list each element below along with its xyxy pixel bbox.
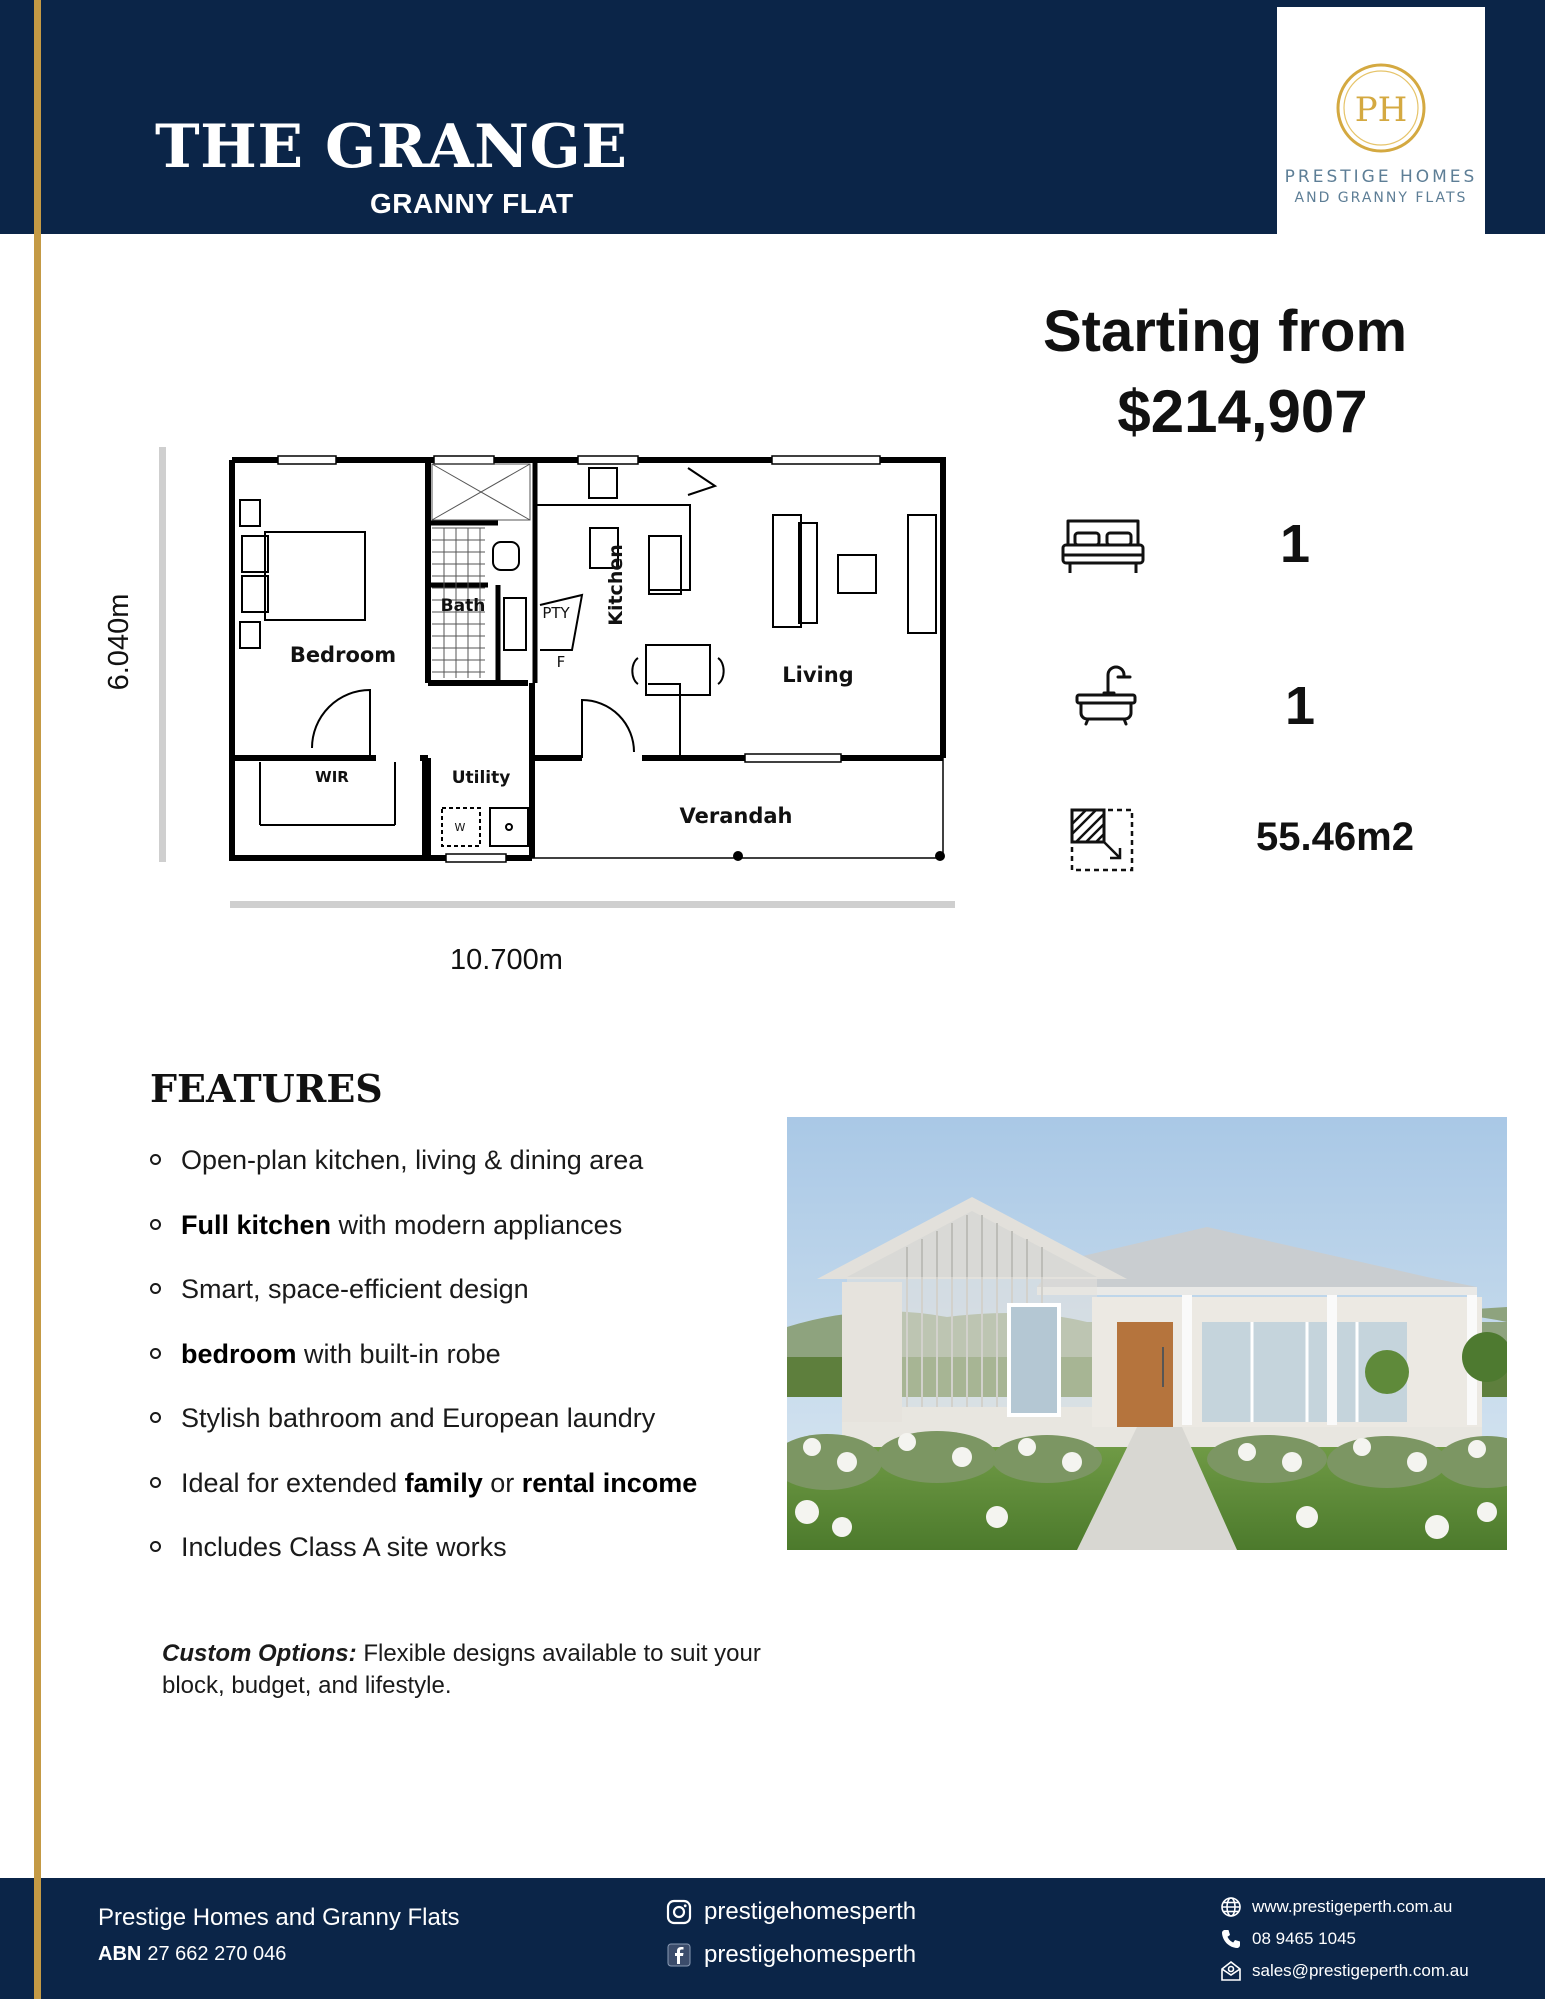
instagram-link[interactable] [666,1896,916,1928]
room-label-bedroom: Bedroom [289,643,397,667]
floor-area: 55.46m2 [1256,815,1414,859]
price-label: Starting from [1042,299,1408,364]
page-subtitle: GRANNY FLAT [370,188,574,219]
phone-link[interactable] [1220,1926,1356,1952]
feature-item: bedroom with built-in robe [150,1334,790,1399]
bullet-icon [150,1348,161,1359]
room-label-utility: Utility [451,768,511,788]
house-exterior-image [787,1117,1507,1550]
features-title: FEATURES [150,1066,383,1111]
email-link[interactable] [1220,1958,1469,1984]
footer [0,1878,1545,1999]
phone-number: 08 9465 1045 [1252,1929,1356,1948]
bullet-icon [150,1154,161,1165]
bathroom-count: 1 [1284,676,1316,736]
facebook-link[interactable] [666,1939,916,1971]
bath-icon [1074,663,1138,727]
room-label-kitchen: Kitchen [605,544,627,626]
email-icon [1220,1960,1242,1982]
feature-item: Includes Class A site works [150,1527,790,1592]
price-amount: $214,907 [1117,378,1368,445]
bedroom-count: 1 [1279,514,1311,574]
room-label-bath: Bath [440,596,486,616]
globe-icon [1220,1896,1242,1918]
instagram-icon [666,1899,692,1925]
bullet-icon [150,1283,161,1294]
logo-monogram: PH [1354,90,1408,130]
email-address: sales@prestigeperth.com.au [1252,1961,1469,1980]
monogram-logo-icon [1335,62,1427,154]
feature-item: Full kitchen with modern appliances [150,1205,790,1270]
footer-company-name: Prestige Homes and Granny Flats [98,1904,460,1931]
height-dimension-bar [159,447,166,862]
bullet-icon [150,1541,161,1552]
width-dimension-label: 10.700m [450,944,563,976]
custom-options-label: Custom Options: [162,1640,357,1667]
feature-item: Stylish bathroom and European laundry [150,1398,790,1463]
facebook-handle: prestigehomesperth [704,1941,917,1968]
custom-options-note [162,1638,782,1702]
page-title: THE GRANGE [155,112,628,182]
brand-logo [1277,7,1485,235]
instagram-handle: prestigehomesperth [704,1898,917,1925]
bed-icon [1060,515,1146,581]
bullet-icon [150,1219,161,1230]
width-dimension-bar [230,901,955,908]
abn-value: 27 662 270 046 [147,1943,287,1965]
bullet-icon [150,1412,161,1423]
room-label-fridge: F [556,653,566,671]
room-label-living: Living [782,663,854,687]
feature-item: Smart, space-efficient design [150,1269,790,1334]
website-link[interactable] [1220,1894,1452,1920]
phone-icon [1220,1928,1242,1950]
room-label-pantry: PTY [542,604,570,622]
footer-abn [98,1943,286,1966]
feature-item: Ideal for extended family or rental income [150,1463,790,1528]
gold-vertical-rule [34,0,41,1999]
logo-tagline: AND GRANNY FLATS [1294,190,1468,206]
height-dimension-label: 6.040m [103,593,135,691]
header-banner [0,0,1545,234]
feature-list [150,1140,790,1592]
abn-label: ABN [98,1943,142,1965]
feature-item: Open-plan kitchen, living & dining area [150,1140,790,1205]
floor-plan [90,440,970,980]
logo-name: PRESTIGE HOMES [1284,167,1478,187]
bullet-icon [150,1477,161,1488]
website-url: www.prestigeperth.com.au [1252,1897,1453,1916]
room-label-wir: WIR [315,768,349,786]
area-icon [1068,806,1136,874]
facebook-icon [666,1942,692,1968]
room-label-washer: W [454,821,466,834]
room-label-verandah: Verandah [679,804,793,828]
custom-options-text: Flexible designs available to suit your block, budget, and lifestyle. [162,1640,761,1699]
